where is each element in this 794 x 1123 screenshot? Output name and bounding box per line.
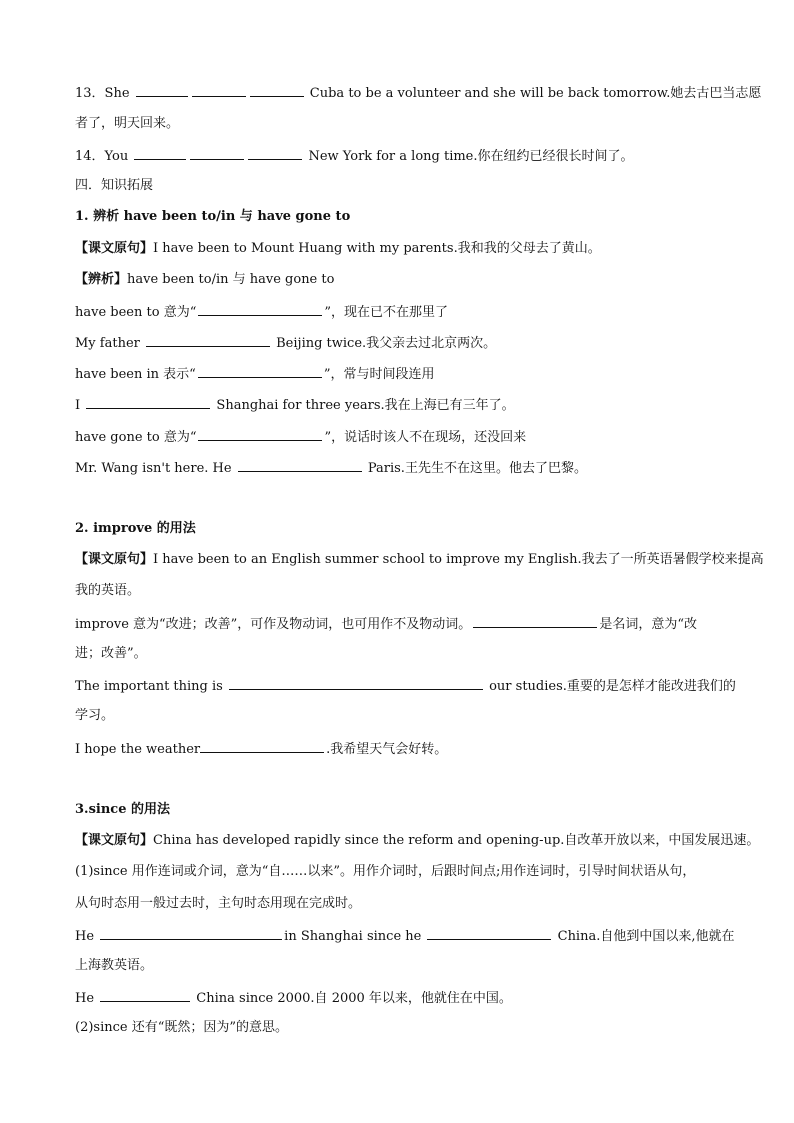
question-14: 14．You New York for a long time.你在纽约已经很长时间了。 <box>75 146 634 166</box>
blank-s2-1[interactable] <box>473 614 597 628</box>
s2-row-2-cont: 学习。 <box>75 708 115 723</box>
s2-original: 【课文原句】I have been to an English summer school to improve my English.我去了一所英语暑假学校来提高 <box>75 552 764 567</box>
s1-row-1: have been to 意为“ ”，现在已不在那里了 <box>75 302 448 322</box>
blank-13-2[interactable] <box>192 83 246 97</box>
s3-row-2: He in Shanghai since he China.自他到中国以来,他就在 <box>75 926 734 946</box>
s3-original: 【课文原句】China has developed rapidly since the reform and opening-up.自改革开放以来，中国发展迅速。 <box>75 833 760 848</box>
s2-heading: 2. improve 的用法 <box>75 521 196 536</box>
blank-s1-6[interactable] <box>238 458 362 472</box>
s3-row-1-cont: 从句时态用一般过去时，主句时态用现在完成时。 <box>75 896 362 911</box>
s3-row-4: (2)since 还有“既然；因为”的意思。 <box>75 1020 289 1035</box>
s2-original-cont: 我的英语。 <box>75 583 141 598</box>
s2-row-1: improve 意为“改进；改善”，可作及物动词，也可用作不及物动词。 是名词，意为“改 <box>75 614 697 634</box>
s3-heading: 3.since 的用法 <box>75 802 170 817</box>
blank-s2-2[interactable] <box>229 676 483 690</box>
blank-13-1[interactable] <box>136 83 188 97</box>
blank-s3-1[interactable] <box>100 926 282 940</box>
s1-original: 【课文原句】I have been to Mount Huang with my parents.我和我的父母去了黄山。 <box>75 241 601 256</box>
section-title: 四．知识拓展 <box>75 178 154 193</box>
blank-14-2[interactable] <box>190 146 244 160</box>
blank-s1-2[interactable] <box>146 333 270 347</box>
blank-13-3[interactable] <box>250 83 304 97</box>
s1-row-3: have been in 表示“ ”，常与时间段连用 <box>75 364 434 384</box>
s2-row-3: I hope the weather .我希望天气会好转。 <box>75 739 447 759</box>
s1-row-4: I Shanghai for three years.我在上海已有三年了。 <box>75 395 515 415</box>
blank-s2-3[interactable] <box>200 739 324 753</box>
question-13: 13．She Cuba to be a volunteer and she will be back tomorrow.她去古巴当志愿 <box>75 83 761 103</box>
s1-row-2: My father Beijing twice.我父亲去过北京两次。 <box>75 333 496 353</box>
question-13-cont: 者了，明天回来。 <box>75 116 180 131</box>
blank-s1-4[interactable] <box>86 395 210 409</box>
s3-row-1: (1)since 用作连词或介词，意为“自……以来”。用作介词时，后跟时间点;用作连词时，引导时间状语从句， <box>75 864 696 879</box>
blank-s3-2[interactable] <box>427 926 551 940</box>
s2-row-2: The important thing is our studies.重要的是怎样才能改进我们的 <box>75 676 736 696</box>
s1-row-6: Mr. Wang isn't here. He Paris.王先生不在这里。他去了巴黎。 <box>75 458 587 478</box>
s3-row-3: He China since 2000.自 2000 年以来，他就住在中国。 <box>75 988 512 1008</box>
blank-s3-3[interactable] <box>100 988 190 1002</box>
blank-s1-5[interactable] <box>198 427 322 441</box>
s1-row-5: have gone to 意为“ ”，说话时该人不在现场，还没回来 <box>75 427 526 447</box>
s1-bianxi: 【辨析】have been to/in 与 have gone to <box>75 272 335 287</box>
s1-heading: 1. 辨析 have been to/in 与 have gone to <box>75 209 351 224</box>
blank-14-3[interactable] <box>248 146 302 160</box>
blank-s1-3[interactable] <box>198 364 322 378</box>
blank-s1-1[interactable] <box>198 302 322 316</box>
blank-14-1[interactable] <box>134 146 186 160</box>
s3-row-2-cont: 上海教英语。 <box>75 958 154 973</box>
s2-row-1-cont: 进；改善”。 <box>75 646 147 661</box>
